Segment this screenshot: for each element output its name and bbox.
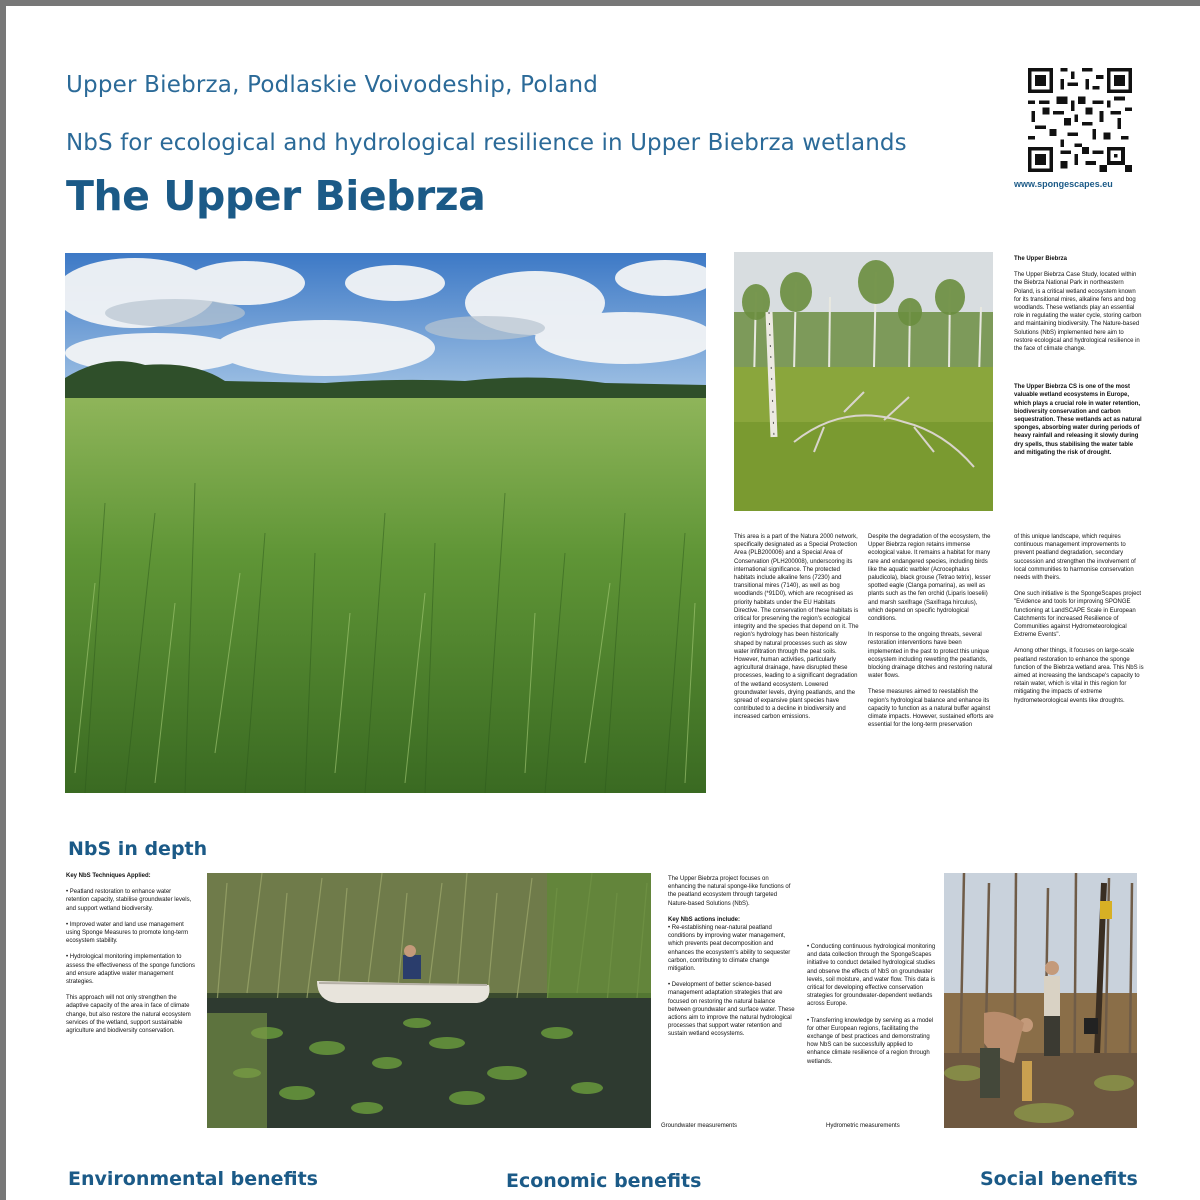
social-benefits-heading: Social benefits (980, 1168, 1138, 1190)
subtitle-heading: NbS for ecological and hydrological resilience in Upper Biebrza wetlands (66, 130, 907, 156)
nbs-technique-1: • Peatland restoration to enhance water retention capacity, stabilise groundwater levels, and support wetland biodiversity. (66, 889, 192, 912)
intro-col2-paragraph-2: In response to the ongoing threats, several restoration interventions have been implemented in the past to protect this unique ecosystem including rewetting the peatlands, blocking drainage ditches and restoring natural water flows. (868, 632, 993, 680)
nbs-techniques-heading: Key NbS Techniques Applied: (66, 873, 151, 879)
nbs-action-3: • Conducting continuous hydrological monitoring and data collection through the SpongeScapes initiative to conduct detailed hydrological studies and observe the effects of NbS on groundwater levels, soil moisture, and water flow. This data is critical for developing effective conservation strategies for groundwater-dependent wetlands across Europe. (807, 944, 936, 1008)
intro-col2-paragraph-3: These measures aimed to reestablish the region's hydrological balance and enhance its capacity to function as a natural buffer against climate impacts. However, sustained efforts are essential for the long-term preservation (868, 689, 994, 729)
nbs-action-2: • Development of better science-based management adaptation strategies that are focused on restoring the natural balance between groundwater and surface water. These actions aim to improve the natural hydrological processes that support water retention and sustain wetland ecosystems. (668, 982, 795, 1038)
intro-side-text (1014, 255, 1144, 465)
website-link[interactable]: www.spongescapes.eu (1014, 179, 1113, 189)
intro-col3-paragraph-1: of this unique landscape, which requires continuous management improvements to prevent peatland degradation, secondary succession and strengthen the involvement of local communities to harmonise conservation needs with theirs. (1014, 534, 1136, 582)
nbs-actions-heading: Key NbS actions include: (668, 916, 741, 923)
nbs-heading: NbS in depth (68, 838, 208, 860)
poster-page (6, 6, 1200, 1200)
meadow-photo (65, 253, 706, 793)
intro-col3-paragraph-2: One such initiative is the SpongeScapes project "Evidence and tools for improving SPONGE functioning at LandSCAPE Scale in European Catchments for increased Resilience of Communities against Hydrometeorological Extreme Events". (1014, 591, 1142, 639)
intro-col1-paragraph: This area is a part of the Natura 2000 network, specifically designated as a Special Protection Area (PLB200006) and a Special Area of Conservation (PLH200008), underscoring its international significance. The protected habitats include alkaline fens (7230) and transitional mires (7140), as well as bog woodlands (*91D0), which are recognised as priority habitats under the EU Habitats Directive. The conservation of these habitats is critical for preserving the region's ecological integrity and the species that depend on it. The region's hydrology has been historically shaped by natural processes such as slow water infiltration through the peat soils. However, human activities, particularly agricultural drainage, have disrupted these processes, leading to a significant degradation of the wetland ecosystem. Lowered groundwater levels, drying peatlands, and the spread of expansive plant species have contributed to a decline in biodiversity and increased carbon emissions. (734, 534, 859, 721)
intro-side-heading: The Upper Biebrza (1014, 256, 1068, 262)
environmental-benefits-heading: Environmental benefits (68, 1168, 318, 1190)
intro-col3-paragraph-3: Among other things, it focuses on large-scale peatland restoration to enhance the sponge function of the Biebrza wetland area. This NbS is aimed at increasing the landscape's capacity to retain water, which is vital in this region for mitigating the impacts of extreme hydrometeorological events like droughts. (1014, 648, 1144, 704)
nbs-action-1: • Re-establishing near-natural peatland conditions by improving water management, which prevents peat decomposition and enhances the ecosystem's ability to sequester carbon, contributing to climate change mitigation. (668, 925, 791, 973)
forest-measurement-photo (944, 873, 1137, 1128)
nbs-technique-3: • Hydrological monitoring implementation to assess the effectiveness of the sponge functions and ensure adaptive water management strategies. (66, 954, 195, 986)
economic-benefits-heading: Economic benefits (506, 1170, 702, 1192)
intro-col2-paragraph-1: Despite the degradation of the ecosystem, the Upper Biebrza region retains immense ecological value. It remains a habitat for many rare and endangered species, including birds like the aquatic warbler (Acrocephalus paludicola), black grouse (Tetrao tetrix), lesser spotted eagle (Clanga pomarina), as well as plants such as the fen orchid (Liparis loeselii) and marsh saxifrage (Saxifraga hirculus), which depend on specific hydrological conditions. (868, 534, 991, 623)
intro-column-3 (1014, 533, 1144, 713)
river-boat-photo (207, 873, 651, 1128)
intro-column-1 (734, 533, 859, 730)
nbs-mid-paragraph: The Upper Biebrza project focuses on enhancing the natural sponge-like functions of the peatland ecosystem through targeted Nature-based Solutions (NbS). (668, 876, 791, 907)
nbs-technique-summary: This approach will not only strengthen the adaptive capacity of the area in face of climate change, but also restore the natural ecosystem services of the wetland, support sustainable agriculture and biodiversity conservation. (66, 995, 191, 1035)
intro-column-2 (868, 533, 994, 737)
groundwater-caption: Groundwater measurements (661, 1123, 738, 1129)
nbs-right-column (807, 943, 937, 1074)
nbs-action-4: • Transferring knowledge by serving as a model for other European regions, facilitating the exchange of best practices and demonstrating how NbS can be successfully applied to enhance climate resilience of a region through wetlands. (807, 1017, 934, 1065)
nbs-techniques-text (66, 872, 196, 1043)
nbs-technique-2: • Improved water and land use management using Sponge Measures to promote long-term ecosystem stability. (66, 921, 189, 945)
birch-forest-photo (734, 252, 993, 511)
qr-code-icon[interactable] (1028, 68, 1132, 172)
intro-side-paragraph-2: The Upper Biebrza CS is one of the most valuable wetland ecosystems in Europe, which plays a crucial role in water retention, biodiversity conservation and carbon sequestration. These wetlands act as natural sponges, absorbing water during periods of heavy rainfall and releasing it slowly during dry spells, thus stabilising the water table and mitigating the risk of drought. (1014, 384, 1142, 456)
nbs-middle-column (668, 875, 798, 1047)
page-title: The Upper Biebrza (66, 172, 486, 220)
location-heading: Upper Biebrza, Podlaskie Voivodeship, Poland (66, 72, 599, 98)
hydrometric-caption: Hydrometric measurements (826, 1123, 900, 1129)
intro-side-paragraph-1: The Upper Biebrza Case Study, located within the Biebrza National Park in northeastern Poland, is a critical wetland ecosystem known for its transitional mires, alkaline fens and bog woodlands. These wetlands play an essential role in regulating the water cycle, storing carbon and maintaining biodiversity. The Nature-based Solutions (NbS) implemented here aim to restore ecological and hydrological resilience in the face of climate change. (1014, 272, 1142, 353)
